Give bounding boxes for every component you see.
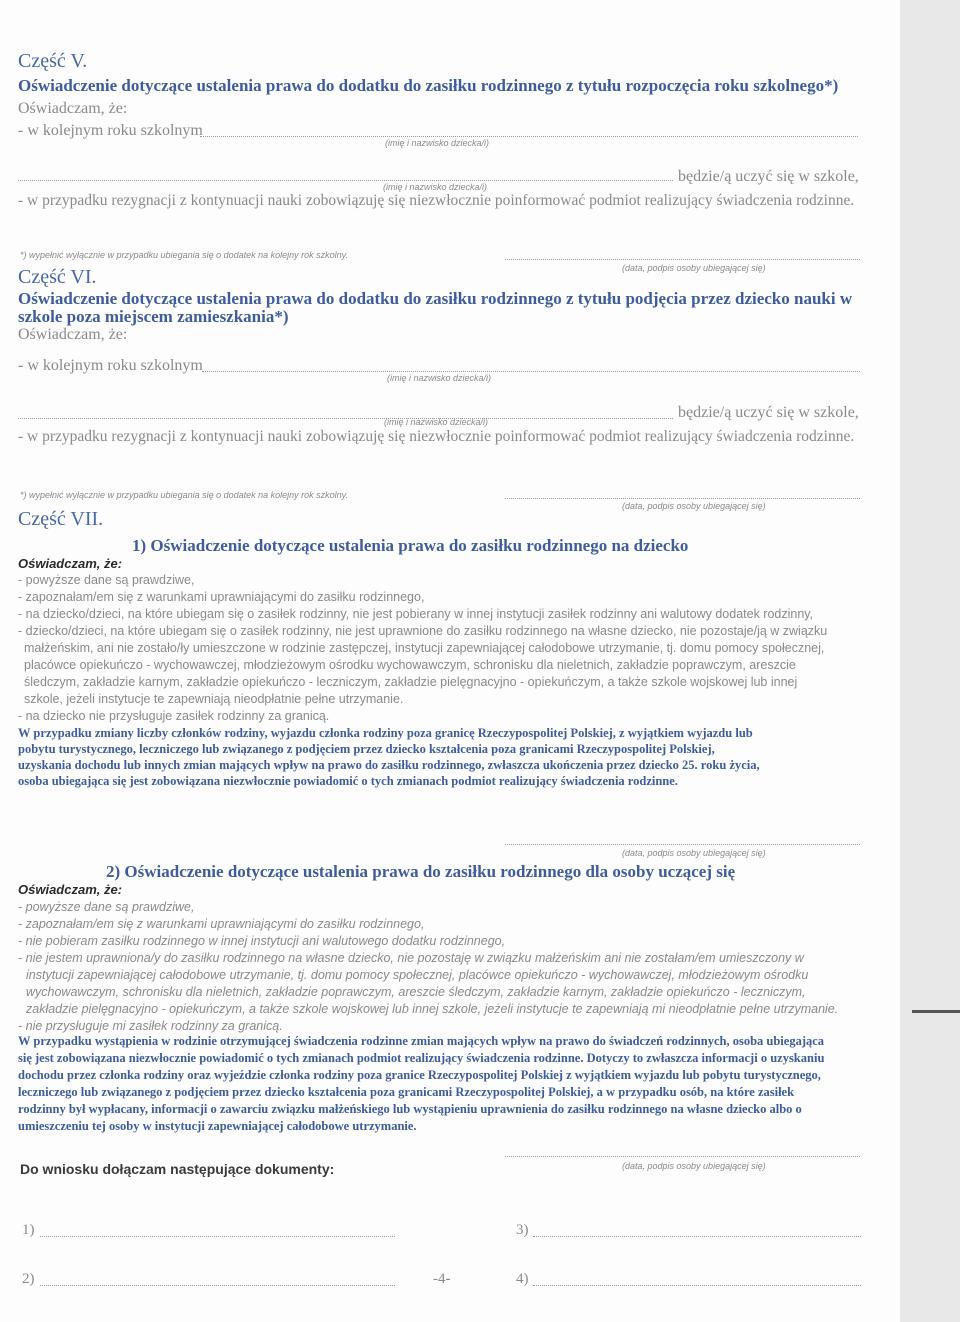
s2-item-1: - powyższe dane są prawdziwe, [18, 900, 195, 914]
s2-bold-6: umieszczeniu tej osoby w instytucji zapewniającej całodobowe utrzymanie. [18, 1119, 417, 1133]
attachment-number-4: 4) [516, 1271, 529, 1287]
s1-signature-field[interactable] [505, 844, 860, 845]
part5-child-name-field-2[interactable] [18, 180, 673, 181]
attachment-number-1: 1) [22, 1222, 35, 1238]
part5-hint1: (imię i nazwisko dziecka/i) [385, 138, 490, 148]
scanner-mark [912, 1010, 960, 1013]
page-number: -4- [433, 1271, 451, 1287]
part6-footnote: *) wypełnić wyłącznie w przypadku ubiegania się o dodatek na kolejny rok szkolny. [20, 490, 349, 500]
part7-heading: Część VII. [18, 508, 104, 530]
part7-s2-declare: Oświadczam, że: [18, 882, 123, 897]
part5-line1: - w kolejnym roku szkolnym [18, 122, 203, 139]
s2-item-2: - zapoznałam/em się z warunkami uprawniającymi do zasiłku rodzinnego, [18, 917, 425, 931]
part6-signature-field[interactable] [505, 498, 860, 499]
attachment-number-3: 3) [516, 1222, 529, 1238]
s1-bold-4: osoba ubiegająca się jest zobowiązana niezwłocznie powiadomić o tych zmianach podmiot realizujący świadczenia rodzinne. [18, 774, 678, 788]
part6-hint2: (imię i nazwisko dziecka/i) [384, 417, 489, 427]
part5-resign: - w przypadku rezygnacji z kontynuacji nauki zobowiązuję się niezwłocznie poinformować podmiot realizujący świadczenia rodzinne. [18, 192, 855, 209]
part5-sign-hint: (data, podpis osoby ubiegającej się) [622, 263, 766, 273]
s2-item-7: zakładzie pielęgnacyjno - opiekuńczym, a także szkole wojskowej lub innej szkole, jeżeli instytucje te zapewniają mi nieodpłatnie pełne utrzymanie. [26, 1002, 839, 1016]
s1-bold-3: uzyskania dochodu lub innych zmian mających wpływ na prawo do zasiłku rodzinnego, zwłaszcza ukończenia przez dziecko 25. roku życia, [18, 758, 760, 772]
attachment-number-2: 2) [22, 1271, 35, 1287]
part6-heading: Część VI. [18, 266, 97, 288]
part6-sign-hint: (data, podpis osoby ubiegającej się) [622, 501, 766, 511]
s2-item-4: - nie jestem uprawniona/y do zasiłku rodzinnego na własne dziecko, nie pozostaję w związku małżeńskim ani nie zostałam/em umieszczony w [18, 951, 804, 965]
part5-heading: Część V. [18, 50, 88, 72]
part5-declare: Oświadczam, że: [18, 100, 128, 117]
part6-child-name-field[interactable] [202, 371, 860, 372]
attachment-field-3[interactable] [533, 1236, 861, 1237]
part7-s1-declare: Oświadczam, że: [18, 556, 123, 571]
s2-bold-5: rodzinny był wypłacany, informacji o zawarciu związku małżeńskiego lub wystąpieniu uprawnienia do zasiłku rodzinnego na własne dziecko albo o [18, 1102, 802, 1116]
s2-bold-4: leczniczego lub związanego z podjęciem przez dziecko kształcenia poza granicami Rzeczypospolitej Polskiej, a w przypadku osób, na które zasiłek [18, 1085, 795, 1099]
s2-item-5: instytucji zapewniającej całodobowe utrzymanie, tj. domu pomocy społecznej, placówce opiekuńczo - wychowawczej, młodzieżowym ośrodku [26, 968, 809, 982]
attachment-field-4[interactable] [533, 1285, 861, 1286]
s2-item-8: - nie przysługuje mi zasiłek rodzinny za granicą. [18, 1019, 283, 1033]
part7-s1-title: 1) Oświadczenie dotyczące ustalenia prawa do zasiłku rodzinnego na dziecko [132, 536, 689, 555]
s2-bold-3: dochodu przez członka rodziny oraz wyjeździe członka rodziny poza granice Rzeczypospolitej Polskiej z wyjątkiem wyjazdu lub pobytu turystycznego, [18, 1068, 821, 1082]
s2-bold-1: W przypadku wystąpienia w rodzinie otrzymującej świadczenia rodzinne zmian mających wpływ na prawo do świadczeń rodzinnych, osoba ubiegająca [18, 1034, 825, 1048]
s2-item-3: - nie pobieram zasiłku rodzinnego w innej instytucji ani walutowego dodatku rodzinnego, [18, 934, 506, 948]
s1-item-5: małżeńskim, ani nie zostało/ły umieszczone w rodzinie zastępczej, instytucji zapewniającej całodobowe utrzymanie, tj. domu pomocy społecznej, [24, 641, 825, 655]
part5-hint2: (imię i nazwisko dziecka/i) [383, 182, 488, 192]
part6-declare: Oświadczam, że: [18, 326, 128, 343]
part6-will-study: będzie/ą uczyć się w szkole, [678, 404, 859, 421]
part6-resign: - w przypadku rezygnacji z kontynuacji nauki zobowiązuję się niezwłocznie poinformować podmiot realizujący świadczenia rodzinne. [18, 428, 855, 445]
part7-s2-title: 2) Oświadczenie dotyczące ustalenia prawa do zasiłku rodzinnego dla osoby uczącej się [106, 862, 736, 881]
attachment-field-2[interactable] [40, 1285, 395, 1286]
part5-signature-field[interactable] [505, 259, 860, 260]
s1-item-9: - na dziecko nie przysługuje zasiłek rodzinny za granicą. [18, 709, 330, 723]
part5-will-study: będzie/ą uczyć się w szkole, [678, 168, 859, 185]
part6-hint1: (imię i nazwisko dziecka/i) [387, 373, 492, 383]
s1-item-4: - dziecko/dzieci, na które ubiegam się o zasiłek rodzinny, nie jest uprawnione do zasiłku rodzinnego na własne dziecko, nie pozostaje/ją w związku [18, 624, 828, 638]
s1-sign-hint: (data, podpis osoby ubiegającej się) [622, 848, 766, 858]
part5-child-name-field[interactable] [200, 136, 858, 137]
attachments-heading: Do wniosku dołączam następujące dokumenty: [20, 1161, 335, 1177]
scanner-edge [900, 0, 960, 1322]
part5-title: Oświadczenie dotyczące ustalenia prawa do dodatku do zasiłku rodzinnego z tytułu rozpoczęcia roku szkolnego*) [18, 76, 839, 95]
s1-item-3: - na dziecko/dzieci, na które ubiegam się o zasiłek rodzinny, nie jest pobierany w innej instytucji zasiłek rodzinny ani walutowy dodatek rodzinny, [18, 607, 814, 621]
s1-item-2: - zapoznałam/em się z warunkami uprawniającymi do zasiłku rodzinnego, [18, 590, 425, 604]
s1-item-1: - powyższe dane są prawdziwe, [18, 573, 195, 587]
attachments-sign-hint: (data, podpis osoby ubiegającej się) [622, 1161, 766, 1171]
part6-child-name-field-2[interactable] [18, 418, 673, 419]
attachment-field-1[interactable] [40, 1236, 395, 1237]
attachments-signature-field[interactable] [505, 1156, 860, 1157]
s1-bold-1: W przypadku zmiany liczby członków rodziny, wyjazdu członka rodziny poza granicę Rzeczypospolitej Polskiej, z wyjątkiem wyjazdu lub [18, 726, 753, 740]
s1-item-6: placówce opiekuńczo - wychowawczej, młodzieżowym ośrodku wychowawczym, schronisku dla nieletnich, zakładzie poprawczym, areszcie [24, 658, 796, 672]
s2-bold-2: się jest zobowiązana niezwłocznie powiadomić o tych zmianach podmiot realizujący świadczenia rodzinne. Dotyczy to zwłaszcza informacji o uzyskaniu [18, 1051, 825, 1065]
part6-title: Oświadczenie dotyczące ustalenia prawa do dodatku do zasiłku rodzinnego z tytułu podjęcia przez dziecko nauki w szkole poza miejscem zamieszkania*) [18, 289, 853, 326]
s1-item-8: szkole, jeżeli instytucje te zapewniają nieodpłatnie pełne utrzymanie. [24, 692, 404, 706]
s1-bold-2: pobytu turystycznego, leczniczego lub związanego z podjęciem przez dziecko kształcenia poza granicami Rzeczypospolitej Polskiej, [18, 742, 715, 756]
s1-item-7: śledczym, zakładzie karnym, zakładzie opiekuńczo - leczniczym, zakładzie pielęgnacyjno - opiekuńczym, a także szkole wojskowej lub innej [24, 675, 798, 689]
s2-item-6: wychowawczym, schronisku dla nieletnich, zakładzie poprawczym, areszcie śledczym, zakładzie karnym, zakładzie opiekuńczo - leczniczym, [26, 985, 806, 999]
part5-footnote: *) wypełnić wyłącznie w przypadku ubiegania się o dodatek na kolejny rok szkolny. [20, 250, 349, 260]
part6-line1: - w kolejnym roku szkolnym [18, 357, 203, 374]
